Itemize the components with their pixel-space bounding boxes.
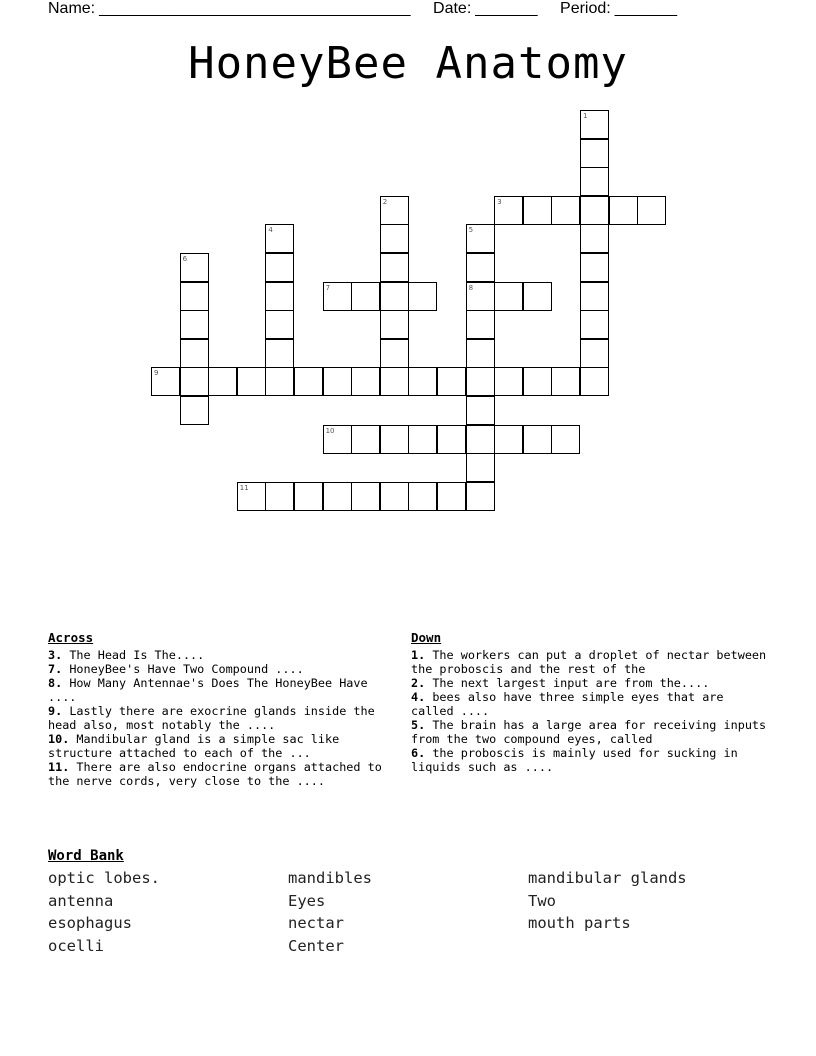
grid-cell[interactable]: [494, 282, 523, 311]
grid-cell[interactable]: [265, 282, 294, 311]
grid-cell[interactable]: [466, 453, 495, 482]
grid-cell[interactable]: [151, 367, 180, 396]
word-bank-item: mouth parts: [528, 914, 631, 933]
down-clue: [411, 718, 771, 746]
clue-text: bees also have three simple eyes that are called ....: [411, 690, 724, 718]
grid-cell[interactable]: [408, 367, 437, 396]
across-clues: [48, 631, 403, 788]
down-clue: [411, 676, 771, 690]
clue-number: 2: [382, 197, 388, 206]
clue-text: The workers can put a droplet of nectar between the proboscis and the rest of the: [411, 648, 767, 676]
grid-cell[interactable]: [466, 253, 495, 282]
grid-cell[interactable]: [466, 425, 495, 454]
down-clues: [411, 631, 771, 774]
grid-cell[interactable]: [351, 482, 380, 511]
date-blank[interactable]: _______: [475, 0, 538, 17]
clue-text: The next largest input are from the....: [425, 676, 710, 690]
grid-cell[interactable]: [265, 339, 294, 368]
period-label: Period:: [560, 0, 611, 17]
grid-cell[interactable]: [265, 224, 294, 253]
grid-cell[interactable]: [323, 367, 352, 396]
grid-cell[interactable]: [437, 482, 466, 511]
grid-cell[interactable]: [408, 282, 437, 311]
clue-number: 5: [468, 226, 474, 235]
grid-cell[interactable]: [380, 310, 409, 339]
grid-cell[interactable]: [380, 253, 409, 282]
word-bank-item: esophagus: [48, 914, 132, 933]
grid-cell[interactable]: [580, 110, 609, 139]
clue-number: 4.: [411, 690, 426, 704]
grid-cell[interactable]: [380, 196, 409, 225]
grid-cell[interactable]: [580, 196, 609, 225]
across-clue: [48, 676, 403, 704]
grid-cell[interactable]: [294, 367, 323, 396]
clue-number: 1: [583, 112, 588, 120]
down-clue: [411, 690, 771, 718]
grid-cell[interactable]: [237, 482, 266, 511]
clue-number: 6: [182, 255, 188, 263]
grid-cell[interactable]: [551, 196, 580, 225]
grid-cell[interactable]: [466, 396, 495, 425]
across-clue: [48, 662, 403, 676]
grid-cell[interactable]: [323, 282, 352, 311]
across-clue: [48, 704, 403, 732]
grid-cell[interactable]: [180, 253, 209, 282]
across-heading: Across: [48, 630, 94, 645]
grid-cell[interactable]: [494, 425, 523, 454]
grid-cell[interactable]: [580, 367, 609, 396]
down-clue: [411, 648, 771, 676]
grid-cell[interactable]: [294, 482, 323, 511]
grid-cell[interactable]: [551, 367, 580, 396]
date-label: Date:: [433, 0, 472, 17]
clue-number: 4: [268, 226, 273, 235]
name-blank[interactable]: ___________________________________: [99, 0, 411, 17]
clue-text: Lastly there are exocrine glands inside the head also, most notably the ....: [48, 704, 375, 732]
word-bank-item: Eyes: [288, 891, 326, 910]
grid-cell[interactable]: [580, 224, 609, 253]
clue-number: 11.: [48, 760, 70, 774]
clue-number: 7.: [48, 662, 63, 676]
word-bank-item: mandibular glands: [528, 869, 687, 887]
word-bank-heading: Word Bank: [48, 848, 124, 864]
clue-number: 9.: [48, 704, 63, 718]
grid-cell[interactable]: [351, 282, 380, 311]
grid-cell[interactable]: [437, 425, 466, 454]
word-bank-item: mandibles: [288, 869, 372, 887]
grid-cell[interactable]: [523, 367, 552, 396]
word-bank-item: Two: [528, 891, 556, 910]
grid-cell[interactable]: [408, 425, 437, 454]
clue-text: The Head Is The....: [62, 648, 205, 662]
grid-cell[interactable]: [466, 282, 495, 311]
grid-cell[interactable]: [609, 196, 638, 225]
grid-cell[interactable]: [265, 253, 294, 282]
puzzle-title: HoneyBee Anatomy: [188, 38, 628, 89]
grid-cell[interactable]: [237, 367, 266, 396]
word-bank-item: ocelli: [48, 937, 104, 956]
grid-cell[interactable]: [523, 196, 552, 225]
grid-cell[interactable]: [380, 339, 409, 368]
across-clue-list: [48, 648, 403, 788]
grid-cell[interactable]: [580, 339, 609, 368]
grid-cell[interactable]: [180, 310, 209, 339]
grid-cell[interactable]: [180, 339, 209, 368]
down-heading: Down: [411, 630, 442, 645]
grid-cell[interactable]: [265, 310, 294, 339]
clue-number: 10: [325, 426, 335, 435]
clue-number: 2.: [411, 676, 426, 690]
across-clue: [48, 760, 403, 788]
grid-cell[interactable]: [580, 282, 609, 311]
clue-number: 9: [154, 369, 159, 378]
clue-number: 10.: [48, 732, 70, 746]
down-clue-list: [411, 648, 771, 774]
clue-number: 8.: [48, 676, 63, 690]
grid-cell[interactable]: [380, 425, 409, 454]
clue-number: 1.: [411, 648, 426, 662]
clue-number: 3: [497, 197, 502, 206]
across-clue: [48, 648, 403, 662]
clue-number: 5.: [411, 718, 426, 732]
grid-cell[interactable]: [180, 396, 209, 425]
down-clue: [411, 746, 771, 774]
grid-cell[interactable]: [551, 425, 580, 454]
clue-text: HoneyBee's Have Two Compound ....: [62, 662, 304, 676]
grid-cell[interactable]: [380, 482, 409, 511]
name-label: Name:: [48, 0, 96, 17]
clue-number: 3.: [48, 648, 63, 662]
word-bank-item: optic lobes.: [48, 869, 160, 887]
grid-cell[interactable]: [380, 367, 409, 396]
clue-text: Mandibular gland is a simple sac like structure attached to each of the ...: [48, 732, 340, 760]
grid-cell[interactable]: [437, 367, 466, 396]
grid-cell[interactable]: [323, 425, 352, 454]
clue-number: 8: [468, 283, 474, 292]
period-blank[interactable]: _______: [614, 0, 678, 17]
clue-text: The brain has a large area for receiving inputs from the two compound eyes, called: [411, 718, 767, 746]
grid-cell[interactable]: [580, 167, 609, 196]
word-bank-item: Center: [288, 937, 344, 956]
across-clue: [48, 732, 403, 760]
clue-text: How Many Antennae's Does The HoneyBee Have ....: [48, 676, 368, 704]
word-bank: [48, 869, 768, 960]
grid-cell[interactable]: [180, 282, 209, 311]
grid-cell[interactable]: [466, 310, 495, 339]
grid-cell[interactable]: [494, 196, 523, 225]
grid-cell[interactable]: [580, 310, 609, 339]
grid-cell[interactable]: [523, 282, 552, 311]
word-bank-item: nectar: [288, 914, 344, 933]
grid-cell[interactable]: [208, 367, 237, 396]
grid-cell[interactable]: [637, 196, 666, 225]
clue-text: the proboscis is mainly used for sucking in liquids such as ....: [411, 746, 738, 774]
clue-number: 7: [325, 283, 331, 292]
grid-cell[interactable]: [265, 482, 294, 511]
grid-cell[interactable]: [351, 425, 380, 454]
clue-number: 6.: [411, 746, 426, 760]
grid-cell[interactable]: [380, 282, 409, 311]
word-bank-item: antenna: [48, 891, 114, 910]
grid-cell[interactable]: [323, 482, 352, 511]
student-info-header: [48, 0, 681, 18]
grid-cell[interactable]: [466, 482, 495, 511]
grid-cell[interactable]: [466, 367, 495, 396]
grid-cell[interactable]: [466, 224, 495, 253]
grid-cell[interactable]: [523, 425, 552, 454]
clue-text: There are also endocrine organs attached to the nerve cords, very close to the ....: [48, 760, 382, 788]
grid-cell[interactable]: [494, 367, 523, 396]
grid-cell[interactable]: [580, 139, 609, 168]
grid-cell[interactable]: [180, 367, 209, 396]
grid-cell[interactable]: [380, 224, 409, 253]
grid-cell[interactable]: [408, 482, 437, 511]
clue-number: 11: [239, 483, 249, 492]
grid-cell[interactable]: [580, 253, 609, 282]
grid-cell[interactable]: [351, 367, 380, 396]
grid-cell[interactable]: [265, 367, 294, 396]
grid-cell[interactable]: [466, 339, 495, 368]
